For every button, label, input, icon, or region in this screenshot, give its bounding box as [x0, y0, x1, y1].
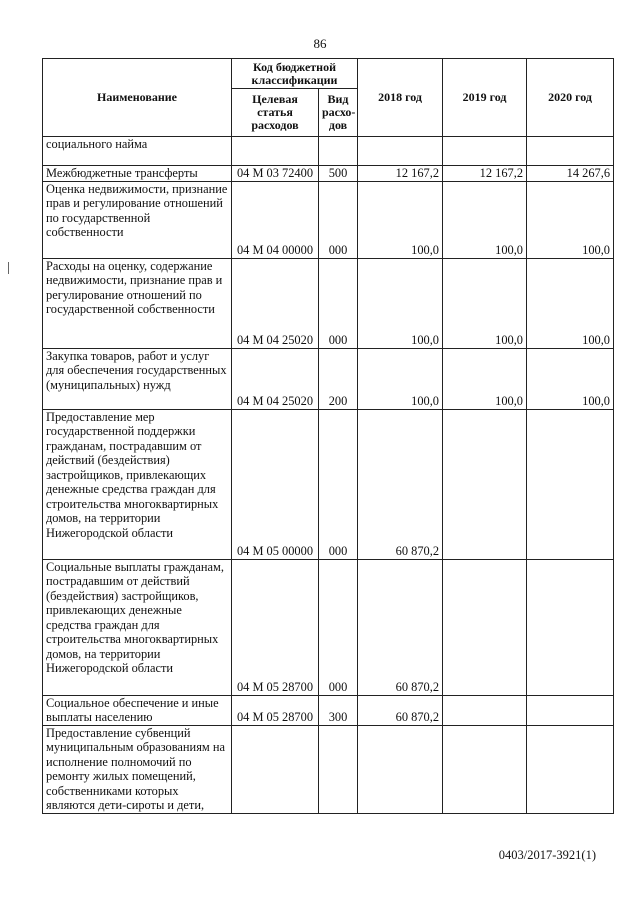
row-expense-type: 000 [319, 409, 358, 559]
row-value-2020 [527, 695, 614, 725]
budget-table [42, 58, 614, 814]
row-value-2020: 100,0 [527, 348, 614, 409]
header-expense-type: Вид расхо-дов [319, 89, 358, 137]
row-target-article: 04 М 05 28700 [232, 559, 319, 695]
page-number: 86 [313, 36, 327, 51]
row-name: Оценка недвижимости, признание прав и регулирование отношений по государственной собственности [43, 181, 232, 258]
table-row [43, 409, 614, 559]
header-2020: 2020 год [527, 59, 614, 137]
row-name: Предоставление субвенций муниципальным образованиям на исполнение полномочий по ремонту жилых помещений, собственниками которых являются дети-сироты и дети, [43, 725, 232, 813]
row-value-2018: 12 167,2 [358, 166, 443, 182]
row-target-article [232, 725, 319, 813]
row-value-2018: 60 870,2 [358, 409, 443, 559]
row-target-article: 04 М 05 28700 [232, 695, 319, 725]
row-name: социального найма [43, 137, 232, 166]
row-expense-type [319, 725, 358, 813]
table-row [43, 348, 614, 409]
row-expense-type: 300 [319, 695, 358, 725]
table-row [43, 137, 614, 166]
row-value-2019 [443, 409, 527, 559]
document-code: 0403/2017-3921(1) [498, 848, 596, 862]
row-value-2018: 100,0 [358, 348, 443, 409]
table-row [43, 725, 614, 813]
row-name: Социальное обеспечение и иные выплаты населению [43, 695, 232, 725]
row-target-article: 04 М 04 00000 [232, 181, 319, 258]
header-2019: 2019 год [443, 59, 527, 137]
row-name: Закупка товаров, работ и услуг для обеспечения государственных (муниципальных) нужд [43, 348, 232, 409]
row-value-2020 [527, 137, 614, 166]
row-value-2018 [358, 725, 443, 813]
row-name: Межбюджетные трансферты [43, 166, 232, 182]
header-2018: 2018 год [358, 59, 443, 137]
row-value-2020: 14 267,6 [527, 166, 614, 182]
row-name: Социальные выплаты гражданам, пострадавшим от действий (бездействия) застройщиков, привлекающих денежные средства граждан для строительства многоквартирных домов, на территории Нижегородской области [43, 559, 232, 695]
row-target-article: 04 М 04 25020 [232, 348, 319, 409]
table-row [43, 166, 614, 182]
row-value-2019 [443, 725, 527, 813]
row-value-2018: 60 870,2 [358, 559, 443, 695]
row-value-2019 [443, 559, 527, 695]
row-target-article: 04 М 04 25020 [232, 258, 319, 348]
row-expense-type: 500 [319, 166, 358, 182]
row-value-2019: 12 167,2 [443, 166, 527, 182]
margin-mark [8, 262, 9, 274]
row-value-2018: 60 870,2 [358, 695, 443, 725]
row-value-2020 [527, 559, 614, 695]
row-target-article: 04 М 05 00000 [232, 409, 319, 559]
row-expense-type [319, 137, 358, 166]
row-value-2020: 100,0 [527, 258, 614, 348]
row-value-2020 [527, 409, 614, 559]
header-target-article: Целевая статья расходов [232, 89, 319, 137]
row-value-2019: 100,0 [443, 348, 527, 409]
table-row [43, 181, 614, 258]
table-row [43, 559, 614, 695]
row-expense-type: 000 [319, 258, 358, 348]
row-name: Расходы на оценку, содержание недвижимости, признание прав и регулирование отношений по государственной собственности [43, 258, 232, 348]
table-row [43, 695, 614, 725]
row-value-2019: 100,0 [443, 258, 527, 348]
row-value-2018: 100,0 [358, 181, 443, 258]
row-value-2019 [443, 695, 527, 725]
row-value-2020: 100,0 [527, 181, 614, 258]
row-value-2020 [527, 725, 614, 813]
row-expense-type: 000 [319, 559, 358, 695]
header-name: Наименование [43, 59, 232, 137]
row-target-article: 04 М 03 72400 [232, 166, 319, 182]
row-target-article [232, 137, 319, 166]
row-value-2018: 100,0 [358, 258, 443, 348]
row-name: Предоставление мер государственной поддержки гражданам, пострадавшим от действий (бездействия) застройщиков, привлекающих денежные средства граждан для строительства многоквартирных домов, на территории Нижегородской области [43, 409, 232, 559]
header-budget-code: Код бюджетной классификации [232, 59, 358, 89]
row-value-2019 [443, 137, 527, 166]
row-expense-type: 000 [319, 181, 358, 258]
table-row [43, 258, 614, 348]
row-value-2019: 100,0 [443, 181, 527, 258]
row-value-2018 [358, 137, 443, 166]
row-expense-type: 200 [319, 348, 358, 409]
